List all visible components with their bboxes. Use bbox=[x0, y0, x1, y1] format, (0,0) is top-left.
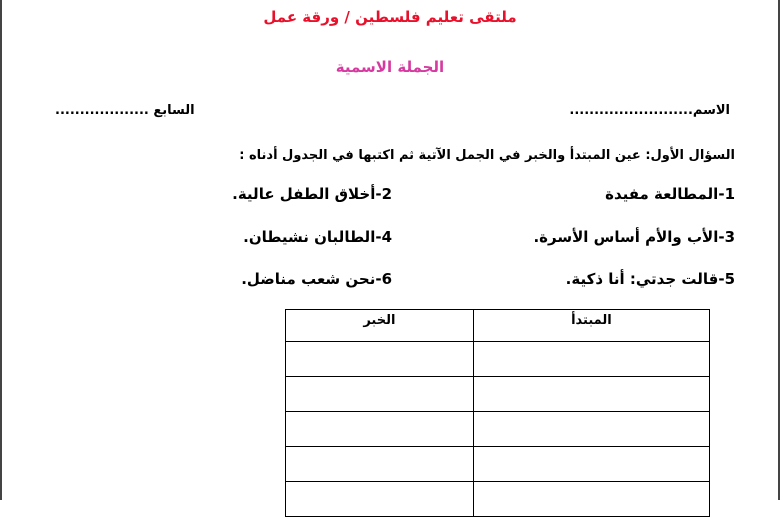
sentence-1: 1-المطالعة مفيدة bbox=[605, 185, 735, 203]
sentence-2: 2-أخلاق الطفل عالية. bbox=[232, 185, 392, 203]
answer-table bbox=[285, 309, 710, 517]
table-row bbox=[286, 377, 710, 412]
worksheet-title: ملتقى تعليم فلسطين / ورقة عمل bbox=[263, 8, 517, 26]
sentence-3: 3-الأب والأم أساس الأسرة. bbox=[533, 228, 735, 246]
table-row bbox=[286, 412, 710, 447]
subject-header: المبتدأ bbox=[473, 310, 709, 342]
table-row bbox=[286, 482, 710, 517]
predicate-cell[interactable] bbox=[286, 342, 474, 377]
sentence-5: 5-قالت جدتي: أنا ذكية. bbox=[565, 270, 735, 288]
subject-cell[interactable] bbox=[473, 412, 709, 447]
table-header-row bbox=[286, 310, 710, 342]
subject-cell[interactable] bbox=[473, 447, 709, 482]
predicate-cell[interactable] bbox=[286, 482, 474, 517]
predicate-header: الخبر bbox=[286, 310, 474, 342]
subject-cell[interactable] bbox=[473, 377, 709, 412]
class-field: السابع ................... bbox=[55, 103, 195, 118]
subject-cell[interactable] bbox=[473, 482, 709, 517]
predicate-cell[interactable] bbox=[286, 377, 474, 412]
sentence-4: 4-الطالبان نشيطان. bbox=[243, 228, 392, 246]
subject-cell[interactable] bbox=[473, 342, 709, 377]
question-text: السؤال الأول: عين المبتدأ والخبر في الجمل الآتية ثم اكتبها في الجدول أدناه : bbox=[239, 148, 735, 163]
predicate-cell[interactable] bbox=[286, 412, 474, 447]
table-row bbox=[286, 447, 710, 482]
name-field: الاسم......................... bbox=[569, 103, 730, 118]
predicate-cell[interactable] bbox=[286, 447, 474, 482]
lesson-title: الجملة الاسمية bbox=[335, 58, 445, 76]
table-row bbox=[286, 342, 710, 377]
sentence-6: 6-نحن شعب مناضل. bbox=[241, 270, 392, 288]
